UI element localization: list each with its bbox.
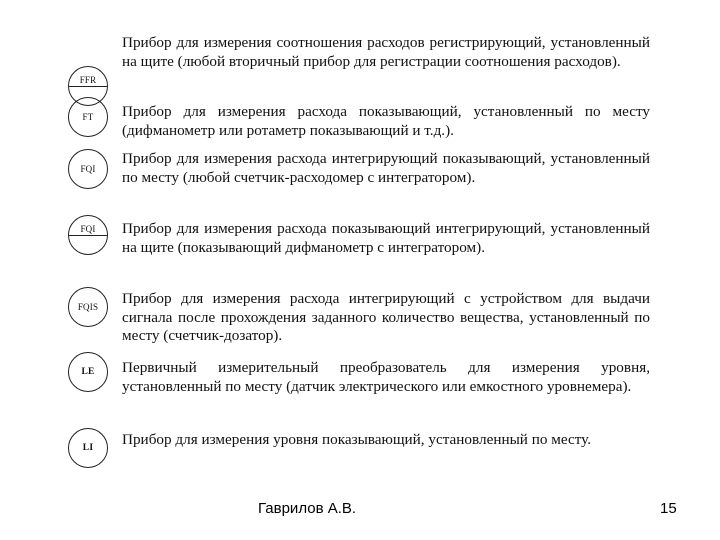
instrument-description: Первичный измерительный преобразователь для измерения уровня, установленный по месту (датчик электрического или емкостного уровнемера).	[122, 359, 650, 395]
footer-author: Гаврилов А.В.	[258, 500, 357, 517]
instrument-code: FQI	[80, 224, 96, 234]
page-number: 15	[660, 500, 677, 517]
instrument-description: Прибор для измерения расхода интегрирующий с устройством для выдачи сигнала после прохождения заданного количество вещества, установленный по месту (счетчик-дозатор).	[122, 290, 650, 344]
instrument-description: Прибор для измерения расхода показывающий интегрирующий, установленный на щите (показывающий дифманометр с интегратором).	[122, 220, 650, 256]
instrument-symbol-local	[68, 97, 108, 137]
instrument-code: FFR	[79, 75, 97, 85]
instrument-description: Прибор для измерения уровня показывающий, установленный по месту.	[122, 431, 591, 448]
instrument-description: Прибор для измерения соотношения расходов регистрирующий, установленный на щите (любой вторичный прибор для регистрации соотношения расходов).	[122, 34, 650, 70]
instrument-description: Прибор для измерения расхода показывающий, установленный по месту (дифманометр или ротаметр показывающий и т.д.).	[122, 103, 650, 139]
instrument-code: LI	[82, 443, 94, 453]
instrument-symbol-local	[68, 287, 108, 327]
instrument-code: FT	[82, 112, 94, 122]
instrument-code: LE	[81, 367, 95, 377]
instrument-symbol-panel	[68, 215, 108, 255]
instrument-description: Прибор для измерения расхода интегрирующий показывающий, установленный по месту (любой счетчик-расходомер с интегратором).	[122, 150, 650, 186]
instrument-symbol-local	[68, 149, 108, 189]
instrument-code: FQIS	[77, 302, 99, 312]
instrument-symbol-local	[68, 428, 108, 468]
instrument-symbol-local	[68, 352, 108, 392]
instrument-code: FQI	[80, 164, 96, 174]
